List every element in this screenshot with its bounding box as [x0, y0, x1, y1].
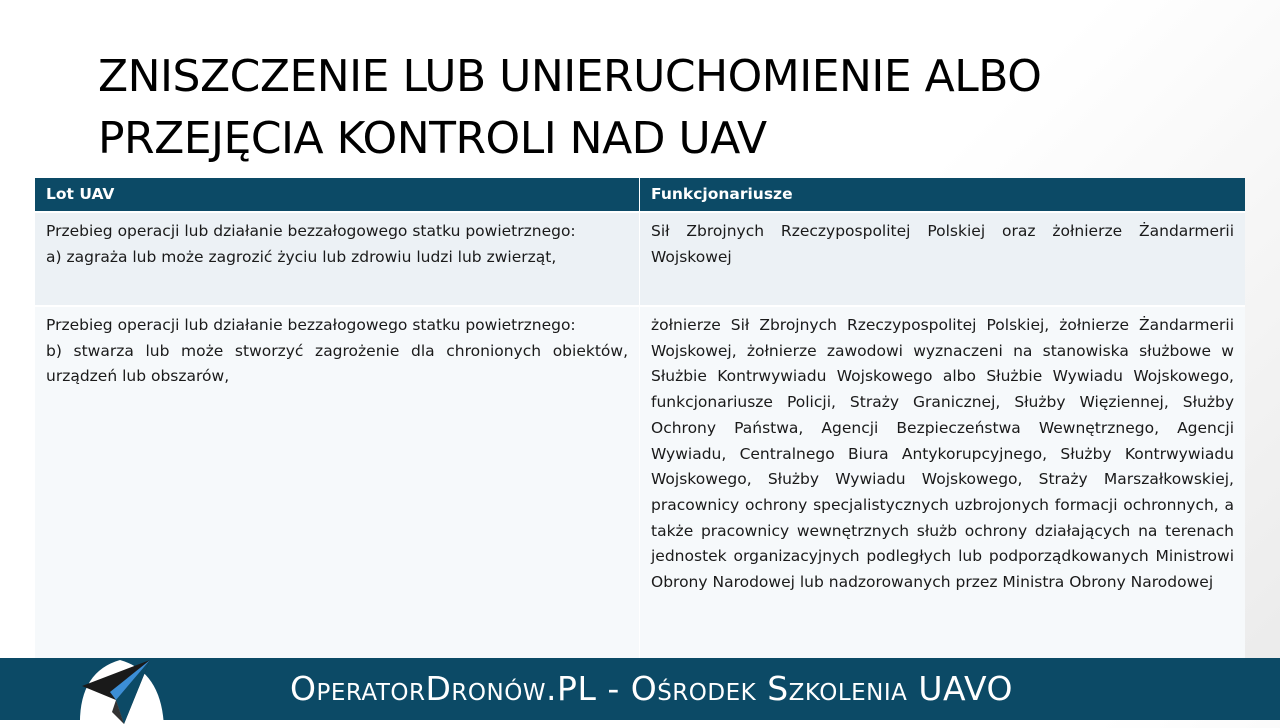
footer-brand-text: OperatorDronów.PL - Ośrodek Szkolenia UAVO	[290, 669, 1013, 708]
funkcjonariusze-cell: Sił Zbrojnych Rzeczypospolitej Polskiej oraz żołnierze Żandarmerii Wojskowej	[640, 211, 1245, 305]
paper-plane-drone-logo-icon	[72, 652, 168, 728]
slide-title-line-2: PRZEJĘCIA KONTROLI NAD UAV	[98, 113, 767, 164]
lot-uav-condition: b) stwarza lub może stworzyć zagrożenie dla chronionych obiektów, urządzeń lub obszarów,	[46, 341, 628, 386]
uav-table	[35, 178, 1245, 661]
lot-uav-text: Przebieg operacji lub działanie bezzałogowego statku powietrznego:	[46, 222, 576, 240]
funkcjonariusze-cell: żołnierze Sił Zbrojnych Rzeczypospolitej Polskiej, żołnierze Żandarmerii Wojskowej, żołnierze zawodowi wyznaczeni na stanowiska służbowe w Służbie Kontrwywiadu Wojskowego albo Służbie Wywiadu Wojskowego, funkcjonariusze Policji, Straży Granicznej, Służby Więziennej, Służby Ochrony Państwa, Agencji Bezpieczeństwa Wewnętrznego, Agencji Wywiadu, Centralnego Biura Antykorupcyjnego, Służby Kontrwywiadu Wojskowego, Służby Wywiadu Wojskowego, Straży Marszałkowskiej, pracownicy ochrony specjalistycznych uzbrojonych formacji ochronnych, a także pracownicy wewnętrznych służb ochrony działających na terenach jednostek organizacyjnych podległych lub podporządkowanych Ministrowi Obrony Narodowej lub nadzorowanych przez Ministra Obrony Narodowej	[640, 305, 1245, 661]
column-header-lot-uav: Lot UAV	[35, 178, 640, 211]
table-row	[35, 211, 1245, 305]
lot-uav-cell	[35, 211, 640, 305]
column-header-funkcjonariusze: Funkcjonariusze	[640, 178, 1245, 211]
slide-title	[98, 46, 1198, 170]
lot-uav-condition: a) zagraża lub może zagrozić życiu lub zdrowiu ludzi lub zwierząt,	[46, 247, 557, 266]
slide-title-line-1: ZNISZCZENIE LUB UNIERUCHOMIENIE ALBO	[98, 51, 1042, 102]
lot-uav-text: Przebieg operacji lub działanie bezzałogowego statku powietrznego:	[46, 316, 576, 334]
lot-uav-cell	[35, 305, 640, 661]
table-row	[35, 305, 1245, 661]
table-header-row	[35, 178, 1245, 211]
